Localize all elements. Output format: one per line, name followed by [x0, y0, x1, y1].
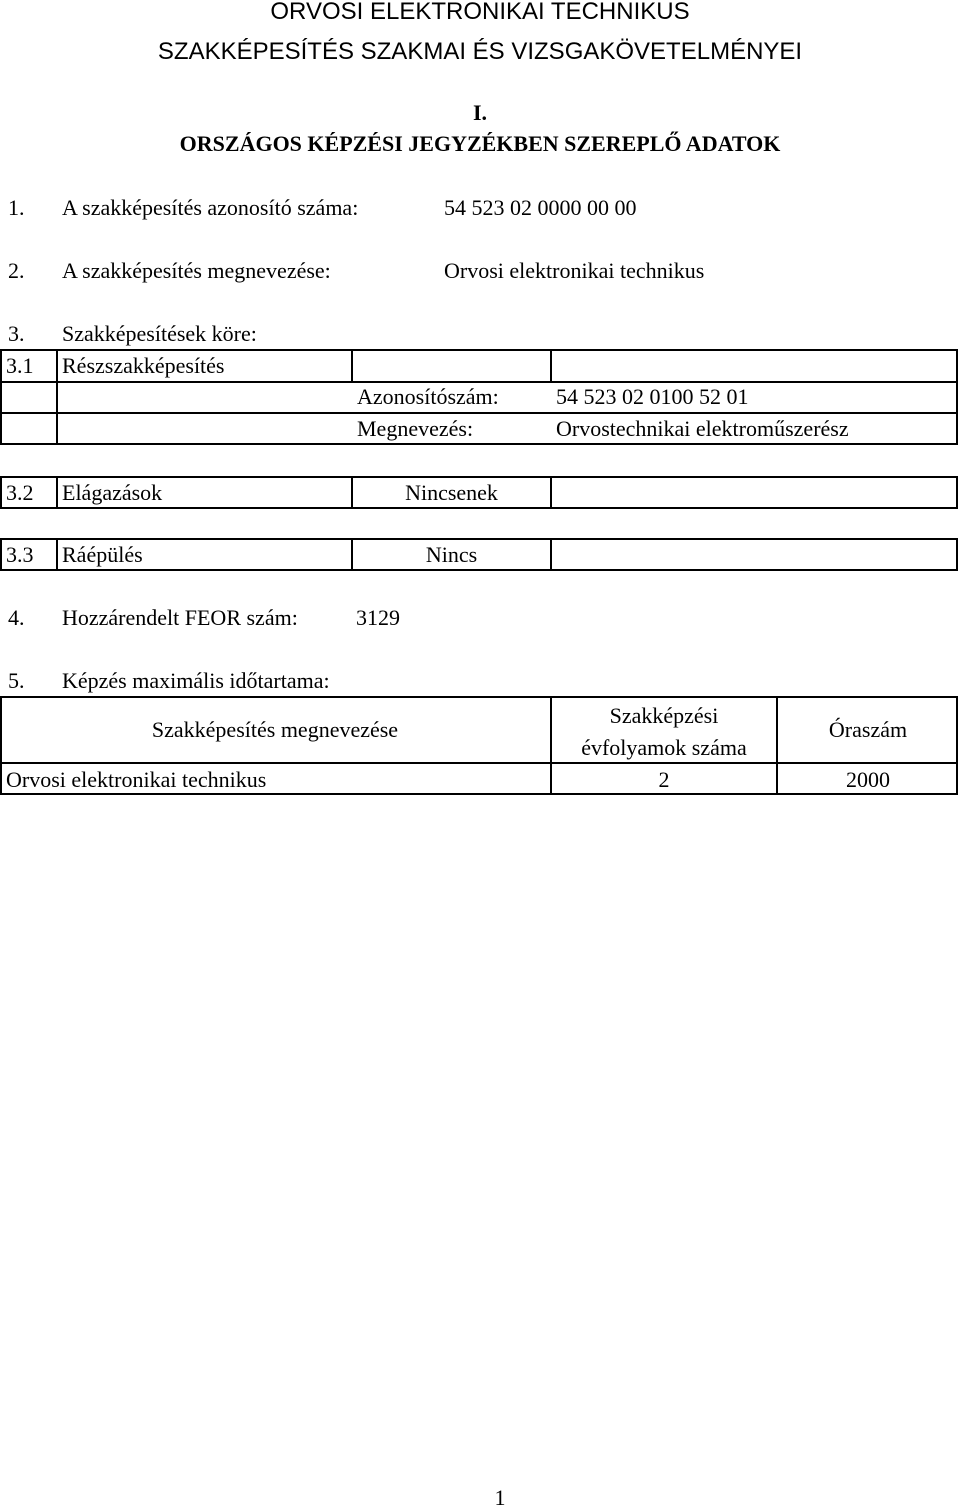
duration-row-hours: 2000 [846, 767, 890, 792]
branches-value: Nincsenek [405, 480, 498, 505]
partial-number: 3.1 [6, 353, 34, 378]
item3-label: Szakképesítések köre: [62, 321, 257, 346]
duration-header-grade-line1: Szakképzési [609, 703, 719, 728]
item2-label: A szakképesítés megnevezése: [62, 258, 331, 283]
partial-col-divider-2 [351, 349, 353, 381]
item1-label: A szakképesítés azonosító száma: [62, 195, 359, 220]
partial-name-label: Megnevezés: [357, 416, 474, 441]
duration-header-hours: Óraszám [828, 717, 908, 742]
buildon-value: Nincs [425, 542, 478, 567]
document-title-line1: ORVOSI ELEKTRONIKAI TECHNIKUS [270, 0, 690, 25]
item1-number: 1. [8, 195, 25, 220]
buildon-label: Ráépülés [62, 542, 143, 567]
partial-row-divider-1 [0, 381, 958, 383]
duration-row-name: Orvosi elektronikai technikus [6, 767, 267, 792]
branches-col-divider-3 [550, 476, 552, 509]
item1-value: 54 523 02 0000 00 00 [444, 195, 637, 220]
item4-label: Hozzárendelt FEOR szám: [62, 605, 298, 630]
buildon-number: 3.3 [6, 542, 34, 567]
partial-col-divider-1 [56, 349, 58, 445]
page-number: 1 [494, 1485, 506, 1510]
document-title-line2: SZAKKÉPESÍTÉS SZAKMAI ÉS VIZSGAKÖVETELMÉNYEI [157, 38, 803, 65]
partial-col-divider-3 [550, 349, 552, 381]
item5-number: 5. [8, 668, 25, 693]
partial-name-value: Orvostechnikai elektroműszerész [556, 416, 849, 441]
duration-header-divider [0, 762, 958, 764]
section-number: I. [472, 100, 488, 125]
buildon-col-divider-3 [550, 538, 552, 571]
partial-id-value: 54 523 02 0100 52 01 [556, 384, 749, 409]
item2-value: Orvosi elektronikai technikus [444, 258, 705, 283]
duration-header-name: Szakképesítés megnevezése [151, 717, 399, 742]
duration-header-grade-line2: évfolyamok száma [581, 735, 747, 760]
item3-number: 3. [8, 321, 25, 346]
partial-row-divider-2 [0, 412, 958, 414]
section-title: ORSZÁGOS KÉPZÉSI JEGYZÉKBEN SZEREPLŐ ADATOK [179, 131, 781, 156]
branches-col-divider-1 [56, 476, 58, 509]
partial-id-label: Azonosítószám: [357, 384, 499, 409]
item5-label: Képzés maximális időtartama: [62, 668, 330, 693]
duration-row-grades: 2 [658, 767, 670, 792]
item2-number: 2. [8, 258, 25, 283]
item4-value: 3129 [356, 605, 400, 630]
buildon-col-divider-1 [56, 538, 58, 571]
branches-number: 3.2 [6, 480, 34, 505]
branches-label: Elágazások [62, 480, 163, 505]
partial-label: Részszakképesítés [62, 353, 225, 378]
item4-number: 4. [8, 605, 25, 630]
